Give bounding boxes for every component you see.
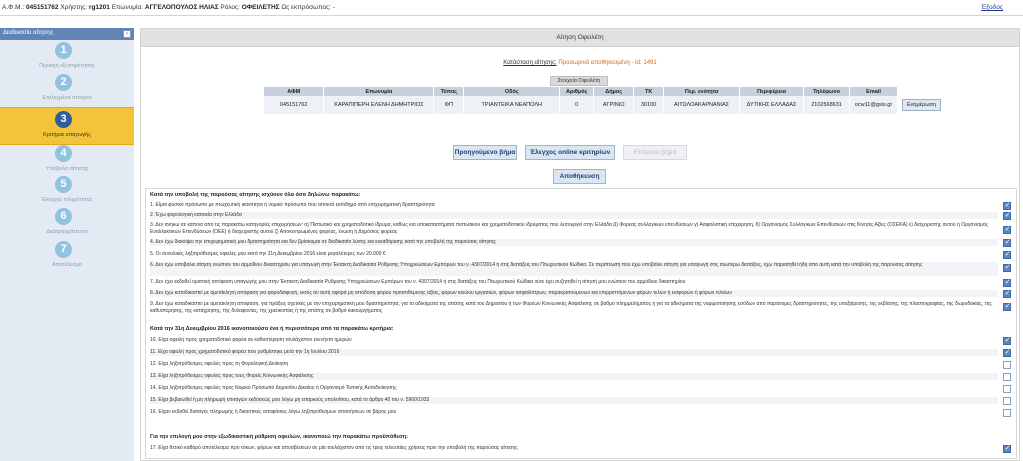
step-label: Επιλεγμένα στοιχεία <box>42 95 92 101</box>
declaration-item: 10. Είχα οφειλή προς χρηματοδοτικό φορέα σε καθυστέρηση τουλάχιστον ενενήντα ημερών <box>150 337 352 343</box>
sidebar-step-7[interactable] <box>0 241 134 279</box>
cell-municipality: ΑΓΡΙΝΙΟ <box>594 96 634 114</box>
declaration-checkbox[interactable] <box>1003 251 1011 259</box>
user-value: rg1201 <box>88 4 110 11</box>
step-number: 4 <box>55 145 72 162</box>
main-panel <box>140 28 1020 461</box>
declarations-panel <box>145 188 1017 459</box>
cell-name: ΚΑΡΑΠΙΠΕΡΗ ΕΛΕΝΗ ΔΗΜΗΤΡΙΟΣ <box>324 96 434 114</box>
declaration-checkbox[interactable] <box>1003 279 1011 287</box>
step-label: Περιοχή εξυπηρέτησης <box>39 63 95 69</box>
step-label: Διαπραγμάτευση <box>46 229 88 235</box>
step-number: 2 <box>55 74 72 91</box>
step-number: 5 <box>55 176 72 193</box>
proxy-label: Ως εκπρόσωπος: - <box>279 4 336 11</box>
top-bar <box>0 0 1023 16</box>
column-header: ΑΦΜ <box>264 87 324 96</box>
page-title: Αίτηση Οφειλέτη <box>141 29 1019 47</box>
declaration-item: 11. Είχα οφειλή προς χρηματοδοτικό φορέα που ρυθμίστηκε μετά την 1η Ιουλίου 2016 <box>150 349 998 356</box>
step-label: Κριτήρια υπαγωγής <box>43 132 91 138</box>
cell-region: ΔΥΤΙΚΗΣ ΕΛΛΑΔΑΣ <box>740 96 804 114</box>
declaration-checkbox[interactable] <box>1003 264 1011 272</box>
sidebar-step-3[interactable] <box>0 107 134 145</box>
step-number: 3 <box>55 111 72 128</box>
declaration-checkbox[interactable] <box>1003 290 1011 298</box>
column-header: ΤΚ <box>634 87 664 96</box>
afm-value: 045151762 <box>25 4 59 11</box>
step-number: 1 <box>55 42 72 59</box>
cell-regional-unit: ΑΙΤΩΛΟΑΚΑΡΝΑΝΙΑΣ <box>664 96 740 114</box>
declaration-item: 9. Δεν έχω καταδικαστεί με αμετάκλητη απόφαση, για πράξεις σχετικές με την επιχειρηματική μου δραστηριότητα, για τα αδικήματα της απάτης κατά του Δημοσίου ή των Φορέων Κοινωνικής Ασφάλισης σε βαθμό πλημμελήματος ή για τα αδικήματα της νομιμοποίησης εσόδων από παράνομες δραστηριότητες, της υπεξαίρεσης, της εκβίασης, της πλαστογραφίας, της δωροδοκίας, της καθυστέρησης, της κατάχρησης, της δολοφονίας, της χρεοκοπίας ή της απάτης σε βαθμό κακουργήματος <box>150 301 992 314</box>
declaration-item: 14. Είχα ληξιπρόθεσμες οφειλές προς Νομικό Πρόσωπο Δημοσίου Δικαίου ή Οργανισμό Τοπικής Αυτοδιοίκησης <box>150 385 397 391</box>
step-number: 7 <box>55 241 72 258</box>
application-status <box>141 60 1019 66</box>
declaration-checkbox[interactable] <box>1003 226 1011 234</box>
cell-street: ΤΡΙΑΝΤΕΙΚΑ ΝΕΑΠΟΛΗ <box>464 96 560 114</box>
declaration-item: 7. Δεν έχει εκδοθεί οριστική απόφαση υπαγωγής μου στην Έκτακτη Διαδικασία Ρύθμισης Υποχρεώσεων Εμπόρων του ν. 4307/2014 ή στις διατάξεις του Πτωχευτικού Κώδικα ούτε έχει συζητηθεί η αίτησή μου ενώπιον του αρμόδιου δικαστηρίου <box>150 279 686 285</box>
declaration-item: 12. Είχα ληξιπρόθεσμες οφειλές προς τη Φορολογική Διοίκηση <box>150 361 289 367</box>
declaration-checkbox[interactable] <box>1003 212 1011 220</box>
cell-phone: 2102568631 <box>804 96 850 114</box>
next-step-button[interactable]: Επόμενο βήμα <box>623 145 687 160</box>
status-value: Προσωρινά αποθηκευμένη - Id: 1491 <box>558 60 657 66</box>
declaration-item: 16. Είχαν εκδοθεί διαταγές πληρωμής ή δικαστικές αποφάσεις λόγω ληξιπρόθεσμων απαιτήσεων σε βάρος μου <box>150 409 397 415</box>
step-label: Υποβολή αίτησης <box>45 166 89 172</box>
step-number: 6 <box>55 208 72 225</box>
declaration-checkbox[interactable] <box>1003 397 1011 405</box>
name-value: ΑΓΓΕΛΟΠΟΥΛΟΣ ΗΛΙΑΣ <box>144 4 219 11</box>
declaration-checkbox[interactable] <box>1003 303 1011 311</box>
step-label: Αποτέλεσμα <box>52 262 82 268</box>
table-row <box>264 96 1016 114</box>
cell-number: 0 <box>560 96 594 114</box>
column-header: Οδός <box>464 87 560 96</box>
cell-email: ocw11@gsis.gr <box>850 96 898 114</box>
declaration-checkbox[interactable] <box>1003 445 1011 453</box>
cell-afm: 045151762 <box>264 96 324 114</box>
role-label: Ρόλος: <box>218 4 242 11</box>
sidebar <box>0 28 134 461</box>
column-header: Περ. ενότητα <box>664 87 740 96</box>
column-header <box>898 87 1016 96</box>
column-header: Τηλέφωνο <box>804 87 850 96</box>
section-title: Κατά την 31η Δεκεμβρίου 2016 ικανοποιούσα ένα ή περισσότερα από τα παρακάτω κριτήρια: <box>150 326 394 332</box>
update-button[interactable]: Ενημέρωση <box>902 99 941 111</box>
column-header: Email <box>850 87 898 96</box>
declaration-checkbox[interactable] <box>1003 337 1011 345</box>
cell-postcode: 30100 <box>634 96 664 114</box>
declaration-item: 6. Δεν έχω υποβάλει αίτηση ενώπιον του αρμόδιου δικαστηρίου για υπαγωγή στην Έκτακτη Διαδικασία Ρύθμισης Υποχρεώσεων Εμπόρων του ν. 4307/2014 ή στις διατάξεις του Πτωχευτικού Κώδικα. Σε περίπτωση που έχω υποβάλει αίτηση για υπαγωγή στις ανωτέρω διατάξεις, έχω παραιτηθεί ήδη από αυτή κατά την υποβολή της παρούσας αίτησης <box>150 262 998 276</box>
declaration-item: 2. Έχω φορολογική κατοικία στην Ελλάδα <box>150 212 998 219</box>
sidebar-title: Διαδικασία αίτησης <box>3 30 54 36</box>
online-check-button[interactable]: Έλεγχος online κριτηρίων <box>525 145 615 160</box>
applicant-table <box>264 87 1016 114</box>
debtor-details-tab: Στοιχεία Οφειλέτη <box>550 76 608 86</box>
step-label: Έλεγχος πληρότητας <box>41 197 93 203</box>
declaration-checkbox[interactable] <box>1003 202 1011 210</box>
previous-step-button[interactable]: Προηγούμενο βήμα <box>453 145 517 160</box>
declaration-checkbox[interactable] <box>1003 239 1011 247</box>
column-header: Περιφέρεια <box>740 87 804 96</box>
save-button[interactable]: Αποθήκευση <box>553 169 606 184</box>
collapse-icon[interactable]: ‹ <box>123 30 131 38</box>
declaration-item: 13. Είχα ληξιπρόθεσμες οφειλές προς τους Φορείς Κοινωνικής Ασφάλισης <box>150 373 998 380</box>
column-header: Αριθμός <box>560 87 594 96</box>
afm-label: Α.Φ.Μ.: <box>2 4 26 11</box>
role-value: ΟΦΕΙΛΕΤΗΣ <box>241 4 280 11</box>
status-label: Κατάσταση αίτησης: <box>503 60 557 66</box>
declaration-item: 17. Είχα θετικό καθαρό αποτέλεσμα προ τόκων, φόρων και αποσβέσεων σε μία τουλάχιστον από τις τρεις τελευταίες χρήσεις πριν την υποβολή της παρούσας αίτησης <box>150 445 518 451</box>
declaration-checkbox[interactable] <box>1003 349 1011 357</box>
name-label: Επωνυμία: <box>109 4 145 11</box>
section-title: Κατά την υποβολή της παρούσας αίτησης ισχύουν όλα όσα δηλώνω παρακάτω: <box>150 192 361 198</box>
declaration-item: 8. Δεν έχω καταδικαστεί με αμετάκλητη απόφαση για φοροδιαφυγή, εκτός αν αυτή αφορά μη απόδοση φόρου προστιθέμενης αξίας, φόρων κύκλου εργασιών, φόρων ασφαλίστρων, παρακρατούμενων και επιρριπτόμενων φόρων τελών ή εισφορών ή φόρων πλοίων <box>150 290 998 297</box>
user-info <box>2 4 335 11</box>
column-header: Δήμος <box>594 87 634 96</box>
declaration-item: 15. Είχα βεβαιωθεί ή μη πληρωμή επιταγών εκδόσεώς μου λόγω μη επαρκούς υπολοίπου, κατά το άρθρο 40 του ν. 5960/1933 <box>150 397 998 404</box>
declaration-checkbox[interactable] <box>1003 409 1011 417</box>
declaration-item: 4. Δεν έχω διακόψει την επιχειρηματική μου δραστηριότητα και δεν βρίσκομαι σε διαδικασία λύσης και εκκαθάρισης κατά την υποβολή της παρούσας αίτησης <box>150 239 998 246</box>
sidebar-header <box>0 28 134 40</box>
column-header: Τύπος <box>434 87 464 96</box>
declaration-checkbox[interactable] <box>1003 385 1011 393</box>
cell-type: ΦΠ <box>434 96 464 114</box>
user-label: Χρήστης: <box>58 4 89 11</box>
declaration-item: 3. Δεν ανήκω σε κάποια από τις παρακάτω κατηγορίες επιχειρήσεων: α) Πιστωτικό και χρηματοδοτικό ίδρυμα, καθώς και υποκαταστήματα πιστωτικού και χρηματοδοτικού ιδρύματος που λειτουργεί στην Ελλάδα β) Φορέας συλλογικών επενδύσεων γ) Ασφαλιστική επιχείρηση, δ) Οργανισμός Συλλογικών Επενδύσεων στις Κινητές Αξίες (ΟΣΕΚΑ) ε) διαχειριστής αυτού ή Οργανισμός Εναλλακτικών Επενδύσεων (ΟΕΕ) ή διαχειριστής αυτού ζ) Αποκεντρωμένος φορέας, ένωση ή Δημόσιος φορέας <box>150 222 989 235</box>
declaration-checkbox[interactable] <box>1003 361 1011 369</box>
column-header: Επωνυμία <box>324 87 434 96</box>
cell-actions <box>898 96 1016 114</box>
declaration-item: 1. Είμαι φυσικό πρόσωπο με πτωχευτική ικανότητα ή νομικό πρόσωπο που αποκτά εισόδημα από επιχειρηματική δραστηριότητα <box>150 202 435 208</box>
declaration-item: 5. Οι συνολικές ληξιπρόθεσμες οφειλές μου κατά την 31η Δεκεμβρίου 2016 είναι μεγαλύτερες των 20.000 € <box>150 251 386 257</box>
declaration-checkbox[interactable] <box>1003 373 1011 381</box>
section-title: Για την επιλογή μου στην εξωδικαστική ρύθμιση οφειλών, ικανοποιώ την παρακάτω προϋπόθεση: <box>150 434 408 440</box>
logout-link[interactable]: Έξοδος <box>981 4 1003 11</box>
table-header-row <box>264 87 1016 96</box>
